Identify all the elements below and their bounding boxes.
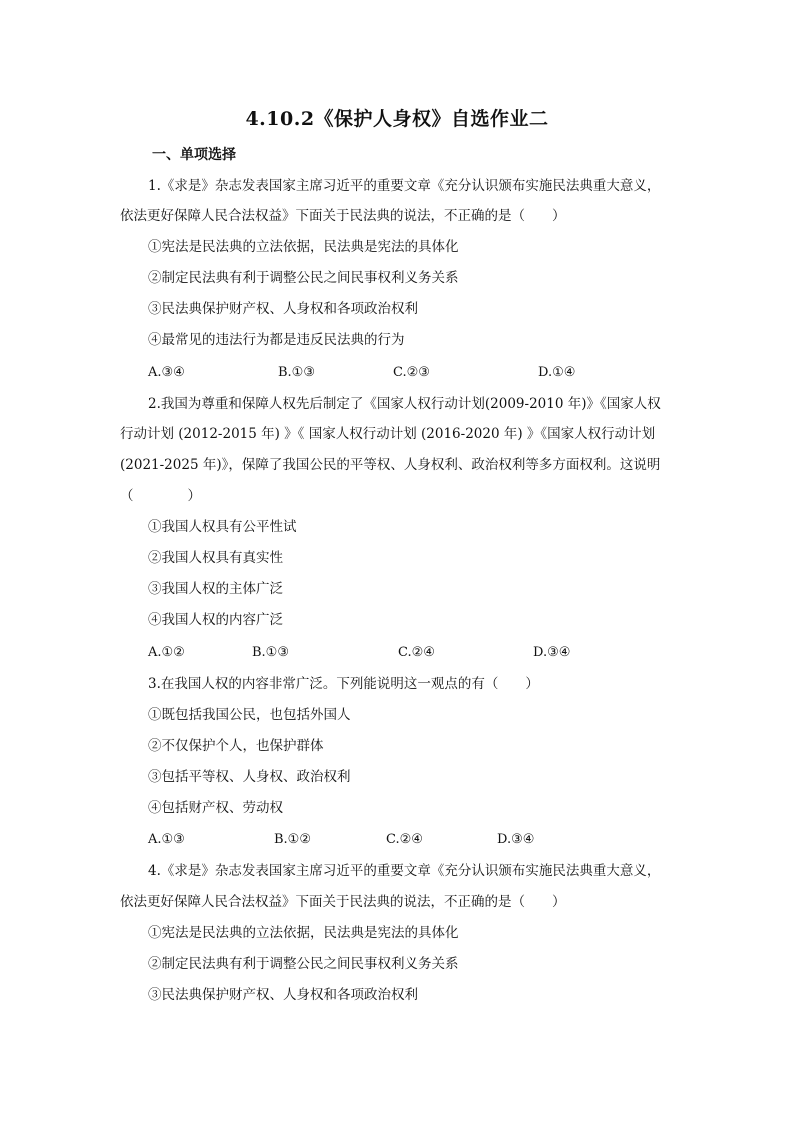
q2-choice-b[interactable]: B.①③: [252, 645, 289, 660]
q3-item-4: ④包括财产权、劳动权: [148, 800, 283, 816]
q1-item-4: ④最常见的违法行为都是违反民法典的行为: [148, 332, 405, 348]
q1-stem-line-1: 1.《求是》杂志发表国家主席习近平的重要文章《充分认识颁布实施民法典重大意义，: [148, 178, 661, 194]
q4-stem-line-1: 4.《求是》杂志发表国家主席习近平的重要文章《充分认识颁布实施民法典重大意义，: [148, 863, 661, 879]
q1-choice-c[interactable]: C.②③: [393, 365, 430, 380]
q3-item-3: ③包括平等权、人身权、政治权利: [148, 769, 351, 785]
q2-choice-a[interactable]: A.①②: [148, 645, 185, 660]
q2-item-1: ①我国人权具有公平性试: [148, 519, 297, 535]
q3-choice-a[interactable]: A.①③: [148, 832, 185, 847]
section-heading: 一、单项选择: [152, 147, 236, 163]
q1-item-1: ①宪法是民法典的立法依据，民法典是宪法的具体化: [148, 239, 459, 255]
q1-stem-line-2: 依法更好保障人民合法权益》下面关于民法典的说法，不正确的是（ ）: [120, 208, 566, 224]
q2-stem-line-1: 2.我国为尊重和保障人权先后制定了《国家人权行动计划(2009-2010 年)》《国家人权: [148, 396, 661, 412]
q1-choice-b[interactable]: B.①③: [278, 365, 315, 380]
q4-item-3: ③民法典保护财产权、人身权和各项政治权利: [148, 987, 418, 1003]
q2-stem-line-3: (2021-2025 年)》，保障了我国公民的平等权、人身权利、政治权利等多方面权利。这说明: [120, 457, 661, 473]
q2-item-2: ②我国人权具有真实性: [148, 550, 283, 566]
q2-choice-c[interactable]: C.②④: [398, 645, 435, 660]
q3-item-1: ①既包括我国公民，也包括外国人: [148, 707, 351, 723]
q2-choice-d[interactable]: D.③④: [533, 645, 571, 660]
q3-item-2: ②不仅保护个人，也保护群体: [148, 738, 324, 754]
q3-stem-line-1: 3.在我国人权的内容非常广泛。下列能说明这一观点的有（ ）: [148, 676, 539, 692]
q1-item-3: ③民法典保护财产权、人身权和各项政治权利: [148, 301, 418, 317]
q4-stem-line-2: 依法更好保障人民合法权益》下面关于民法典的说法，不正确的是（ ）: [120, 894, 566, 910]
q4-item-1: ①宪法是民法典的立法依据，民法典是宪法的具体化: [148, 925, 459, 941]
q4-item-2: ②制定民法典有利于调整公民之间民事权利义务关系: [148, 956, 459, 972]
q3-choice-d[interactable]: D.③④: [497, 832, 535, 847]
q3-choice-c[interactable]: C.②④: [386, 832, 423, 847]
q1-choice-a[interactable]: A.③④: [148, 365, 185, 380]
q1-choice-d[interactable]: D.①④: [538, 365, 576, 380]
q2-item-4: ④我国人权的内容广泛: [148, 612, 283, 628]
q1-item-2: ②制定民法典有利于调整公民之间民事权利义务关系: [148, 270, 459, 286]
document-title: 4.10.2《保护人身权》自选作业二: [245, 108, 549, 130]
q2-stem-line-4: （ ）: [120, 488, 201, 504]
q2-stem-line-2: 行动计划 (2012-2015 年) 》《 国家人权行动计划 (2016-2020 年) 》《国家人权行动计划: [120, 426, 656, 442]
q3-choice-b[interactable]: B.①②: [274, 832, 311, 847]
q2-item-3: ③我国人权的主体广泛: [148, 581, 283, 597]
